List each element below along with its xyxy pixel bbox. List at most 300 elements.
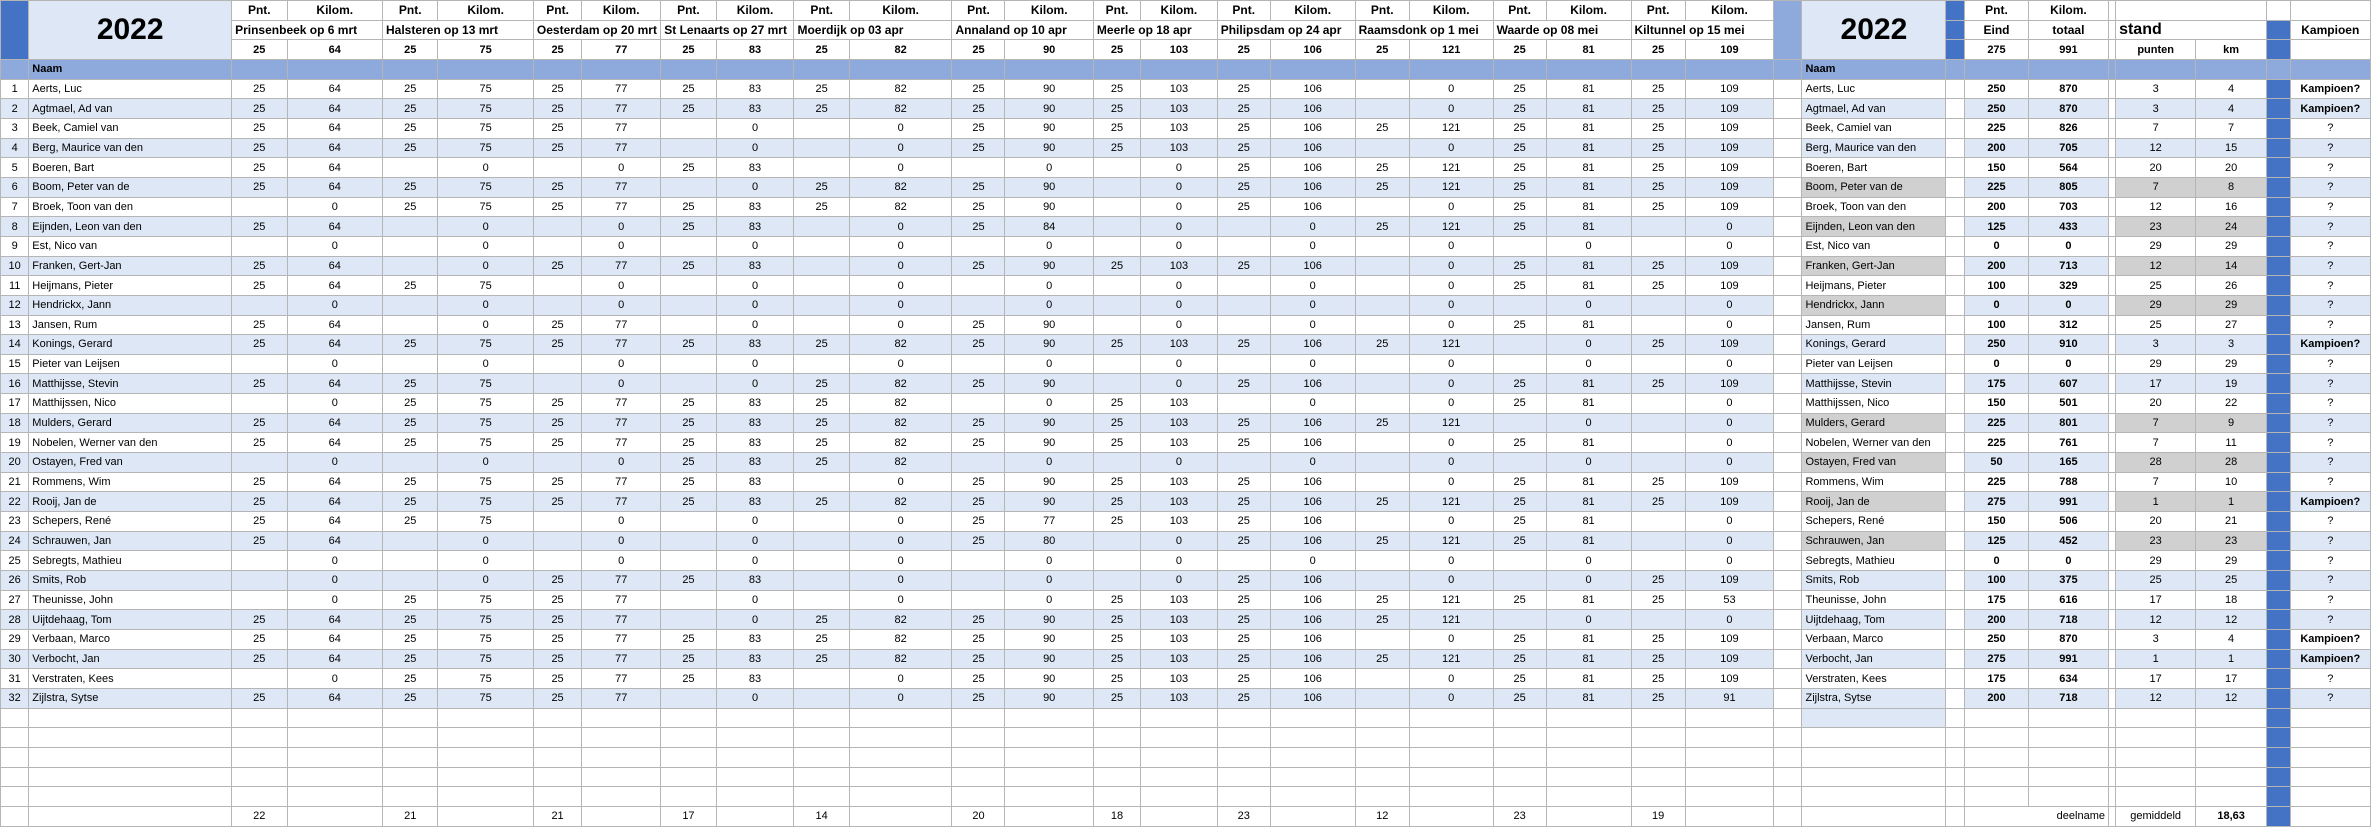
pnt-cell[interactable]: 25	[794, 492, 849, 512]
km-rank-cell[interactable]: 8	[2196, 177, 2267, 197]
km-cell[interactable]: 103	[1141, 99, 1218, 119]
spacer-cell[interactable]	[1774, 177, 1802, 197]
km-cell[interactable]: 109	[1685, 669, 1773, 689]
header-band-cell[interactable]	[1774, 59, 1802, 79]
km-rank-cell[interactable]: 9	[2196, 413, 2267, 433]
header-kilom[interactable]: Kilom.	[582, 1, 661, 21]
header-totaal[interactable]: totaal	[2028, 20, 2108, 40]
ride-max-pnt[interactable]: 25	[232, 40, 287, 60]
spacer-cell[interactable]	[1946, 315, 1965, 335]
empty-cell[interactable]	[1631, 747, 1685, 767]
eind-cell[interactable]: 125	[1965, 217, 2029, 237]
rider-name[interactable]: Sebregts, Mathieu	[29, 551, 232, 571]
punten-cell[interactable]: 29	[2116, 354, 2196, 374]
spacer-cell[interactable]	[2109, 512, 2116, 532]
punten-cell[interactable]: 1	[2116, 492, 2196, 512]
pnt-cell[interactable]	[1093, 158, 1140, 178]
pnt-cell[interactable]: 25	[383, 138, 438, 158]
km-cell[interactable]: 75	[438, 118, 534, 138]
rider-name-right[interactable]: Broek, Toon van den	[1802, 197, 1946, 217]
empty-cell[interactable]	[383, 708, 438, 728]
pnt-cell[interactable]	[1355, 138, 1409, 158]
pnt-cell[interactable]	[952, 571, 1005, 591]
pnt-cell[interactable]	[1355, 453, 1409, 473]
spacer-cell[interactable]	[1774, 276, 1802, 296]
km-cell[interactable]: 0	[1141, 177, 1218, 197]
pnt-cell[interactable]: 25	[794, 413, 849, 433]
spacer-cell[interactable]	[1946, 394, 1965, 414]
eind-cell[interactable]: 0	[1965, 551, 2029, 571]
spacer-cell[interactable]	[1774, 99, 1802, 119]
pnt-cell[interactable]: 25	[232, 374, 287, 394]
rider-name[interactable]: Broek, Toon van den	[29, 197, 232, 217]
kampioen-cell[interactable]: ?	[2290, 138, 2370, 158]
pnt-cell[interactable]: 25	[1217, 669, 1270, 689]
empty-cell[interactable]	[1802, 806, 1946, 826]
km-cell[interactable]: 77	[582, 335, 661, 355]
totaal-cell[interactable]: 607	[2028, 374, 2108, 394]
empty-cell[interactable]	[849, 747, 952, 767]
km-cell[interactable]: 64	[287, 472, 383, 492]
empty-cell[interactable]	[1802, 787, 1946, 807]
empty-cell[interactable]	[1409, 708, 1493, 728]
pnt-cell[interactable]: 25	[232, 256, 287, 276]
pnt-cell[interactable]: 25	[232, 649, 287, 669]
row-number[interactable]: 4	[1, 138, 29, 158]
km-cell[interactable]: 0	[1005, 571, 1093, 591]
km-cell[interactable]: 83	[716, 99, 794, 119]
empty-cell[interactable]	[2116, 767, 2196, 787]
ride-max-pnt[interactable]: 25	[1093, 40, 1140, 60]
km-cell[interactable]: 106	[1270, 531, 1355, 551]
eind-cell[interactable]: 275	[1965, 649, 2029, 669]
km-cell[interactable]: 77	[582, 413, 661, 433]
header-band-cell[interactable]	[1409, 59, 1493, 79]
km-cell[interactable]: 0	[287, 197, 383, 217]
participation-count[interactable]: 22	[232, 806, 287, 826]
pnt-cell[interactable]: 25	[1493, 276, 1546, 296]
km-cell[interactable]: 81	[1546, 217, 1631, 237]
rider-name[interactable]: Matthijssen, Nico	[29, 394, 232, 414]
spacer-cell[interactable]	[1774, 590, 1802, 610]
divider-cell[interactable]	[2266, 99, 2290, 119]
empty-cell[interactable]	[1946, 708, 1965, 728]
km-rank-cell[interactable]: 1	[2196, 649, 2267, 669]
rider-name[interactable]: Pieter van Leijsen	[29, 354, 232, 374]
pnt-cell[interactable]: 25	[383, 413, 438, 433]
empty-cell[interactable]	[1355, 767, 1409, 787]
pnt-cell[interactable]	[1493, 413, 1546, 433]
pnt-cell[interactable]: 25	[952, 256, 1005, 276]
pnt-cell[interactable]: 25	[794, 79, 849, 99]
km-cell[interactable]: 64	[287, 276, 383, 296]
km-cell[interactable]: 81	[1546, 472, 1631, 492]
eind-cell[interactable]: 0	[1965, 354, 2029, 374]
punten-cell[interactable]: 12	[2116, 197, 2196, 217]
empty-cell[interactable]	[1685, 747, 1773, 767]
punten-cell[interactable]: 7	[2116, 118, 2196, 138]
pnt-cell[interactable]	[1093, 571, 1140, 591]
km-cell[interactable]: 0	[716, 236, 794, 256]
totaal-cell[interactable]: 433	[2028, 217, 2108, 237]
pnt-cell[interactable]: 25	[1493, 669, 1546, 689]
spacer-cell[interactable]	[2109, 118, 2116, 138]
km-cell[interactable]: 81	[1546, 138, 1631, 158]
km-cell[interactable]: 81	[1546, 158, 1631, 178]
km-cell[interactable]: 0	[1546, 413, 1631, 433]
empty-cell[interactable]	[1946, 787, 1965, 807]
totaal-cell[interactable]: 705	[2028, 138, 2108, 158]
pnt-cell[interactable]	[1631, 236, 1685, 256]
empty-cell[interactable]	[1802, 767, 1946, 787]
ride-max-pnt[interactable]: 25	[661, 40, 716, 60]
empty-cell[interactable]	[1802, 747, 1946, 767]
km-cell[interactable]: 0	[716, 531, 794, 551]
pnt-cell[interactable]: 25	[794, 630, 849, 650]
pnt-cell[interactable]: 25	[533, 256, 581, 276]
km-cell[interactable]: 64	[287, 630, 383, 650]
spacer-cell[interactable]	[2109, 571, 2116, 591]
km-cell[interactable]: 0	[849, 472, 952, 492]
rider-name[interactable]: Verstraten, Kees	[29, 669, 232, 689]
spacer-cell[interactable]	[2109, 99, 2116, 119]
pnt-cell[interactable]: 25	[232, 413, 287, 433]
pnt-cell[interactable]	[661, 531, 716, 551]
totaal-cell[interactable]: 801	[2028, 413, 2108, 433]
divider-cell[interactable]	[1946, 20, 1965, 40]
km-cell[interactable]: 77	[582, 630, 661, 650]
km-cell[interactable]: 75	[438, 413, 534, 433]
spacer-cell[interactable]	[1774, 551, 1802, 571]
empty-cell[interactable]	[1631, 708, 1685, 728]
rider-name[interactable]: Hendrickx, Jann	[29, 295, 232, 315]
pnt-cell[interactable]: 25	[952, 492, 1005, 512]
spacer-cell[interactable]	[1946, 630, 1965, 650]
row-number[interactable]: 25	[1, 551, 29, 571]
pnt-cell[interactable]: 25	[1355, 335, 1409, 355]
km-cell[interactable]: 0	[438, 158, 534, 178]
rider-name[interactable]: Smits, Rob	[29, 571, 232, 591]
rider-name-right[interactable]: Verstraten, Kees	[1802, 669, 1946, 689]
empty-cell[interactable]	[952, 767, 1005, 787]
km-cell[interactable]: 0	[1546, 453, 1631, 473]
km-cell[interactable]: 103	[1141, 138, 1218, 158]
empty-cell[interactable]	[661, 747, 716, 767]
pnt-cell[interactable]: 25	[952, 374, 1005, 394]
spacer-cell[interactable]	[2109, 197, 2116, 217]
rider-name[interactable]: Theunisse, John	[29, 590, 232, 610]
empty-cell[interactable]	[849, 728, 952, 748]
spacer-cell[interactable]	[2109, 433, 2116, 453]
spacer-cell[interactable]	[1774, 315, 1802, 335]
pnt-cell[interactable]: 25	[1493, 79, 1546, 99]
divider-cell[interactable]	[2266, 40, 2290, 60]
km-cell[interactable]: 106	[1270, 630, 1355, 650]
divider-cell[interactable]	[2266, 688, 2290, 708]
empty-cell[interactable]	[1270, 806, 1355, 826]
eind-cell[interactable]: 275	[1965, 492, 2029, 512]
pnt-cell[interactable]: 25	[1355, 118, 1409, 138]
km-cell[interactable]: 109	[1685, 649, 1773, 669]
header-band-cell[interactable]	[2266, 59, 2290, 79]
km-cell[interactable]: 77	[582, 669, 661, 689]
pnt-cell[interactable]	[1631, 610, 1685, 630]
km-cell[interactable]: 0	[582, 374, 661, 394]
km-rank-cell[interactable]: 24	[2196, 217, 2267, 237]
punten-cell[interactable]: 23	[2116, 531, 2196, 551]
header-pnt[interactable]: Pnt.	[794, 1, 849, 21]
rider-name[interactable]: Boom, Peter van de	[29, 177, 232, 197]
km-cell[interactable]: 0	[582, 236, 661, 256]
km-rank-cell[interactable]: 4	[2196, 630, 2267, 650]
pnt-cell[interactable]: 25	[533, 669, 581, 689]
pnt-cell[interactable]: 25	[533, 394, 581, 414]
km-cell[interactable]: 0	[1685, 394, 1773, 414]
divider-cell[interactable]	[1946, 1, 1965, 21]
km-cell[interactable]: 0	[582, 551, 661, 571]
header-pnt[interactable]: Pnt.	[661, 1, 716, 21]
pnt-cell[interactable]: 25	[232, 177, 287, 197]
rider-name[interactable]: Heijmans, Pieter	[29, 276, 232, 296]
km-cell[interactable]: 83	[716, 492, 794, 512]
km-rank-cell[interactable]: 29	[2196, 295, 2267, 315]
km-cell[interactable]: 77	[582, 138, 661, 158]
empty-cell[interactable]	[1546, 767, 1631, 787]
empty-cell[interactable]	[1141, 767, 1218, 787]
eind-cell[interactable]: 225	[1965, 177, 2029, 197]
empty-cell[interactable]	[533, 747, 581, 767]
spacer-cell[interactable]	[1946, 413, 1965, 433]
empty-cell[interactable]	[383, 728, 438, 748]
spacer-cell[interactable]	[2116, 1, 2267, 21]
divider-cell[interactable]	[2266, 787, 2290, 807]
km-cell[interactable]: 83	[716, 217, 794, 237]
spacer-cell[interactable]	[2109, 374, 2116, 394]
pnt-cell[interactable]	[1493, 453, 1546, 473]
km-cell[interactable]: 109	[1685, 99, 1773, 119]
km-cell[interactable]: 0	[1685, 453, 1773, 473]
rider-name[interactable]: Schepers, René	[29, 512, 232, 532]
pnt-cell[interactable]	[383, 158, 438, 178]
pnt-cell[interactable]	[794, 531, 849, 551]
km-cell[interactable]: 0	[438, 354, 534, 374]
empty-cell[interactable]	[1946, 747, 1965, 767]
km-cell[interactable]: 83	[716, 256, 794, 276]
pnt-cell[interactable]	[232, 295, 287, 315]
punten-cell[interactable]: 7	[2116, 413, 2196, 433]
km-cell[interactable]: 0	[716, 374, 794, 394]
pnt-cell[interactable]: 25	[1355, 217, 1409, 237]
header-kilom[interactable]: Kilom.	[1546, 1, 1631, 21]
pnt-cell[interactable]: 25	[1093, 512, 1140, 532]
eind-cell[interactable]: 250	[1965, 335, 2029, 355]
km-cell[interactable]: 0	[849, 315, 952, 335]
km-rank-cell[interactable]: 29	[2196, 551, 2267, 571]
divider-cell[interactable]	[2266, 138, 2290, 158]
km-cell[interactable]: 75	[438, 99, 534, 119]
header-band-cell[interactable]	[1631, 59, 1685, 79]
spacer-cell[interactable]	[1946, 118, 1965, 138]
spacer-cell[interactable]	[1774, 747, 1802, 767]
pnt-cell[interactable]: 25	[661, 158, 716, 178]
km-cell[interactable]: 77	[582, 394, 661, 414]
pnt-cell[interactable]: 25	[1093, 630, 1140, 650]
pnt-cell[interactable]: 25	[952, 99, 1005, 119]
eind-cell[interactable]: 200	[1965, 256, 2029, 276]
km-cell[interactable]: 0	[1141, 531, 1218, 551]
km-cell[interactable]: 81	[1546, 118, 1631, 138]
totaal-cell[interactable]: 991	[2028, 492, 2108, 512]
pnt-cell[interactable]: 25	[1217, 158, 1270, 178]
km-cell[interactable]: 83	[716, 197, 794, 217]
punten-cell[interactable]: 29	[2116, 236, 2196, 256]
pnt-cell[interactable]: 25	[1093, 394, 1140, 414]
pnt-cell[interactable]: 25	[661, 630, 716, 650]
km-cell[interactable]: 0	[849, 118, 952, 138]
pnt-cell[interactable]	[794, 315, 849, 335]
pnt-cell[interactable]: 25	[1493, 630, 1546, 650]
empty-cell[interactable]	[1093, 747, 1140, 767]
ride-max-km[interactable]: 83	[716, 40, 794, 60]
totaal-cell[interactable]: 870	[2028, 79, 2108, 99]
km-cell[interactable]: 0	[849, 512, 952, 532]
row-number[interactable]: 11	[1, 276, 29, 296]
pnt-cell[interactable]: 25	[232, 79, 287, 99]
km-cell[interactable]: 106	[1270, 79, 1355, 99]
header-kilom[interactable]: Kilom.	[438, 1, 534, 21]
km-cell[interactable]: 81	[1546, 649, 1631, 669]
kampioen-cell[interactable]: Kampioen?	[2290, 630, 2370, 650]
km-cell[interactable]: 0	[1409, 453, 1493, 473]
pnt-cell[interactable]: 25	[533, 413, 581, 433]
km-cell[interactable]: 0	[716, 590, 794, 610]
empty-cell[interactable]	[1631, 787, 1685, 807]
pnt-cell[interactable]: 25	[794, 197, 849, 217]
km-cell[interactable]: 0	[1270, 453, 1355, 473]
km-cell[interactable]: 81	[1546, 276, 1631, 296]
km-cell[interactable]: 121	[1409, 492, 1493, 512]
empty-cell[interactable]	[1005, 728, 1093, 748]
participation-count[interactable]: 14	[794, 806, 849, 826]
empty-cell[interactable]	[2109, 767, 2116, 787]
km-cell[interactable]: 82	[849, 79, 952, 99]
pnt-cell[interactable]	[1355, 669, 1409, 689]
pnt-cell[interactable]: 25	[232, 276, 287, 296]
km-cell[interactable]: 75	[438, 649, 534, 669]
pnt-cell[interactable]	[232, 669, 287, 689]
km-cell[interactable]: 121	[1409, 118, 1493, 138]
eind-cell[interactable]: 175	[1965, 374, 2029, 394]
pnt-cell[interactable]: 25	[383, 610, 438, 630]
km-rank-cell[interactable]: 27	[2196, 315, 2267, 335]
empty-cell[interactable]	[1546, 747, 1631, 767]
totaal-cell[interactable]: 501	[2028, 394, 2108, 414]
pnt-cell[interactable]: 25	[232, 531, 287, 551]
spacer-cell[interactable]	[1946, 256, 1965, 276]
pnt-cell[interactable]	[1355, 315, 1409, 335]
header-kilom[interactable]: Kilom.	[1409, 1, 1493, 21]
km-cell[interactable]: 0	[1546, 236, 1631, 256]
totaal-cell[interactable]: 870	[2028, 630, 2108, 650]
divider-cell[interactable]	[2266, 551, 2290, 571]
kampioen-cell[interactable]: ?	[2290, 158, 2370, 178]
eind-cell[interactable]: 250	[1965, 79, 2029, 99]
totaal-cell[interactable]: 870	[2028, 99, 2108, 119]
pnt-cell[interactable]	[794, 472, 849, 492]
pnt-cell[interactable]	[794, 669, 849, 689]
header-band-cell[interactable]	[1005, 59, 1093, 79]
pnt-cell[interactable]: 25	[1217, 433, 1270, 453]
pnt-cell[interactable]	[1631, 512, 1685, 532]
divider-cell[interactable]	[2266, 708, 2290, 728]
header-band-cell[interactable]	[232, 59, 287, 79]
km-cell[interactable]: 90	[1005, 649, 1093, 669]
ride-max-km[interactable]: 109	[1685, 40, 1773, 60]
empty-cell[interactable]	[716, 708, 794, 728]
km-cell[interactable]: 64	[287, 688, 383, 708]
km-cell[interactable]: 77	[582, 590, 661, 610]
km-cell[interactable]: 0	[1005, 276, 1093, 296]
km-cell[interactable]: 0	[582, 276, 661, 296]
pnt-cell[interactable]: 25	[533, 688, 581, 708]
rider-name[interactable]: Franken, Gert-Jan	[29, 256, 232, 276]
km-cell[interactable]: 103	[1141, 413, 1218, 433]
pnt-cell[interactable]: 25	[232, 217, 287, 237]
pnt-cell[interactable]: 25	[232, 158, 287, 178]
pnt-cell[interactable]: 25	[1217, 610, 1270, 630]
punten-cell[interactable]: 25	[2116, 315, 2196, 335]
empty-cell[interactable]	[1631, 767, 1685, 787]
km-cell[interactable]: 0	[1141, 158, 1218, 178]
header-pnt[interactable]: Pnt.	[1093, 1, 1140, 21]
spacer-cell[interactable]	[2109, 79, 2116, 99]
participation-count[interactable]: 23	[1493, 806, 1546, 826]
spacer-cell[interactable]	[2290, 1, 2370, 21]
km-cell[interactable]: 0	[1005, 394, 1093, 414]
km-cell[interactable]: 64	[287, 315, 383, 335]
divider-cell[interactable]	[2266, 610, 2290, 630]
empty-cell[interactable]	[1965, 708, 2029, 728]
pnt-cell[interactable]: 25	[533, 177, 581, 197]
pnt-cell[interactable]: 25	[1217, 256, 1270, 276]
row-number[interactable]: 2	[1, 99, 29, 119]
empty-cell[interactable]	[1093, 767, 1140, 787]
pnt-cell[interactable]	[661, 315, 716, 335]
punten-cell[interactable]: 17	[2116, 669, 2196, 689]
spacer-cell[interactable]	[1774, 649, 1802, 669]
km-cell[interactable]: 106	[1270, 610, 1355, 630]
pnt-cell[interactable]: 25	[952, 669, 1005, 689]
km-cell[interactable]: 0	[1270, 276, 1355, 296]
km-cell[interactable]: 106	[1270, 177, 1355, 197]
divider-cell[interactable]	[2266, 197, 2290, 217]
km-cell[interactable]: 0	[287, 236, 383, 256]
pnt-cell[interactable]	[1493, 551, 1546, 571]
km-cell[interactable]: 121	[1409, 610, 1493, 630]
eind-cell[interactable]: 150	[1965, 394, 2029, 414]
divider-cell[interactable]	[2266, 177, 2290, 197]
empty-cell[interactable]	[661, 708, 716, 728]
km-cell[interactable]: 90	[1005, 335, 1093, 355]
empty-cell[interactable]	[716, 767, 794, 787]
empty-cell[interactable]	[952, 747, 1005, 767]
pnt-cell[interactable]: 25	[1093, 138, 1140, 158]
km-cell[interactable]: 82	[849, 394, 952, 414]
spacer-cell[interactable]	[2109, 1, 2116, 21]
km-cell[interactable]: 64	[287, 99, 383, 119]
km-cell[interactable]: 106	[1270, 571, 1355, 591]
km-cell[interactable]: 103	[1141, 610, 1218, 630]
